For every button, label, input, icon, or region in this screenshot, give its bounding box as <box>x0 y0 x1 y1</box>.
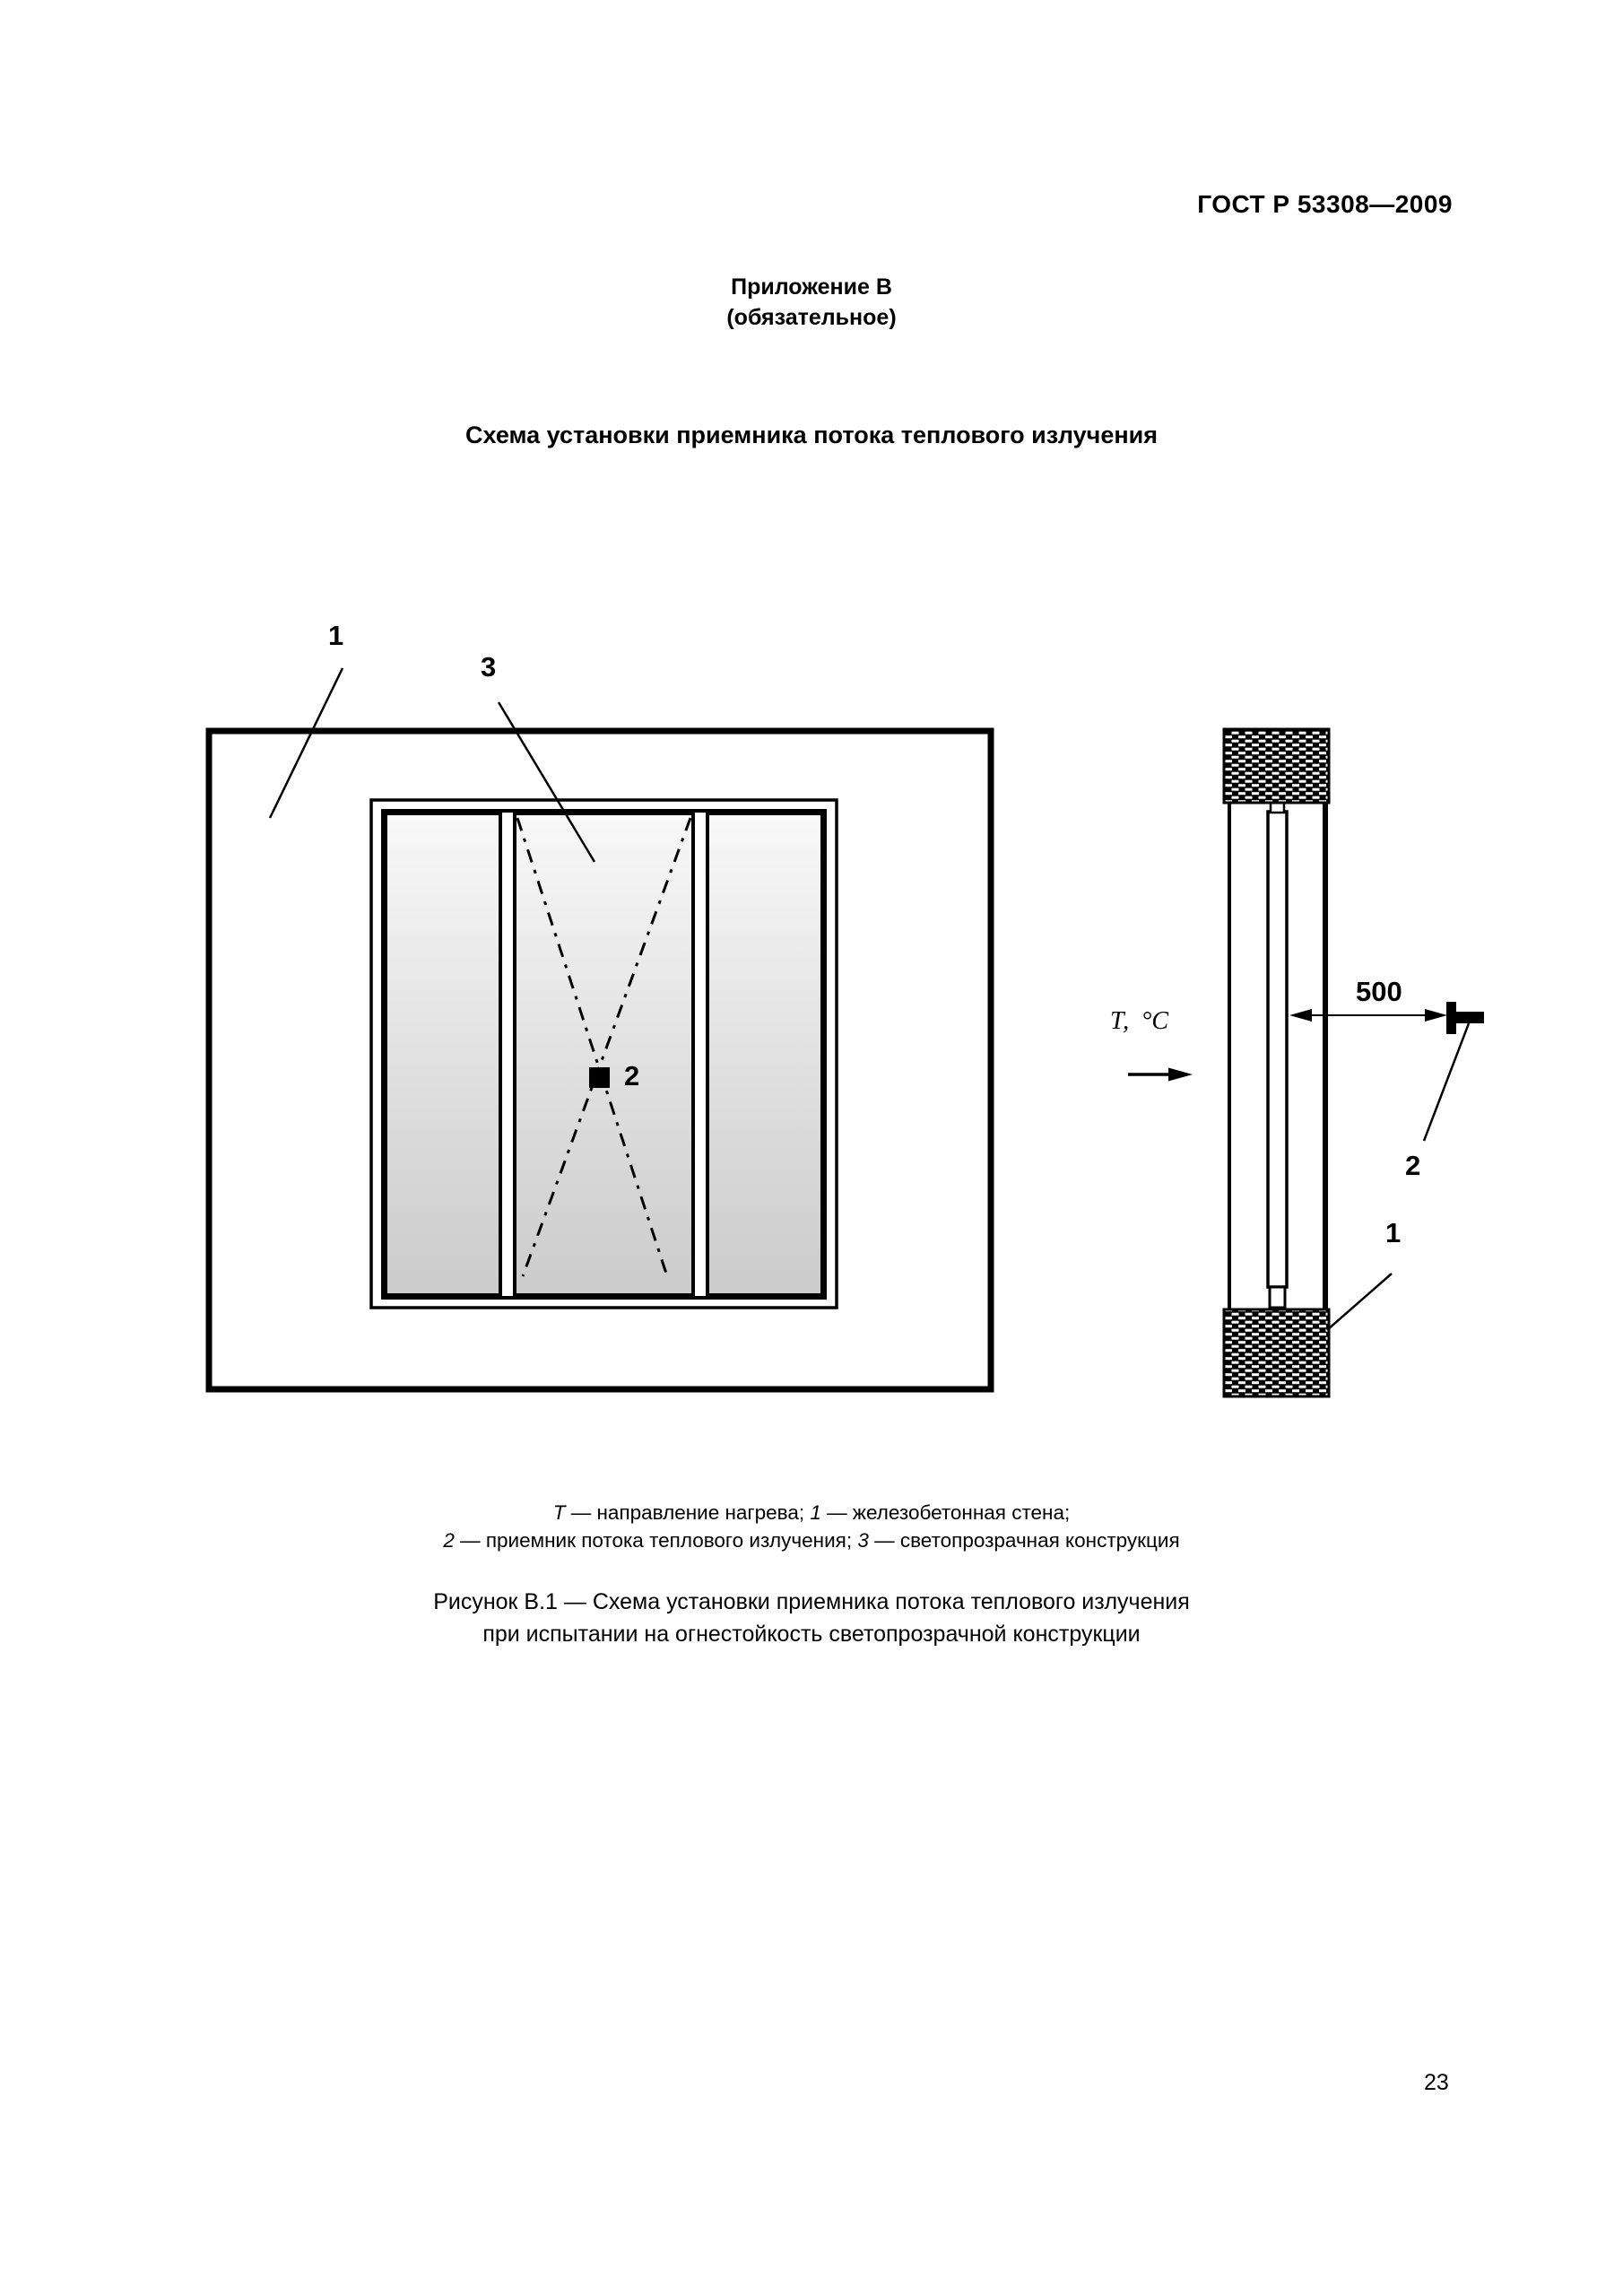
callout-wall-side: 1 <box>1385 1217 1402 1248</box>
wall-hatch-block-bottom <box>1224 1309 1329 1396</box>
legend-symbol: Т <box>552 1501 566 1524</box>
glazing-pane-side <box>1268 812 1287 1287</box>
figure-caption-line-2: при испытании на огнестойкость светопрозрачной конструкции <box>482 1622 1141 1647</box>
document-number: ГОСТ Р 53308—2009 <box>1197 190 1453 218</box>
glazing-bottom-spacer <box>1270 1287 1285 1308</box>
legend-text: — железобетонная стена; <box>820 1501 1071 1524</box>
wall-hatch-block-top <box>1224 729 1329 803</box>
page-title: Схема установки приемника потока теплового излучения <box>464 422 1159 448</box>
dimension-arrowhead-left-icon <box>1289 1009 1312 1022</box>
receiver-symbol-bar <box>1456 1012 1484 1023</box>
appendix-heading <box>0 272 1623 333</box>
callout-wall-front: 1 <box>328 620 344 651</box>
receiver-square-front <box>589 1067 610 1088</box>
legend-symbol: 3 <box>857 1529 869 1552</box>
figure-caption-line-1: Рисунок В.1 — Схема установки приемника потока теплового излучения <box>433 1589 1190 1614</box>
receiver-symbol-stem <box>1446 1002 1456 1034</box>
legend-symbol: 1 <box>810 1501 821 1524</box>
figure-legend <box>0 1499 1623 1554</box>
glass-panel-left <box>386 813 500 1295</box>
dimension-value-500: 500 <box>1356 976 1402 1007</box>
callout-receiver-front: 2 <box>624 1060 640 1091</box>
legend-text: — приемник потока теплового излучения; <box>454 1529 858 1552</box>
heat-flow-arrowhead-icon <box>1168 1068 1193 1082</box>
legend-line-1 <box>0 1499 1623 1526</box>
front-view <box>209 668 991 1389</box>
leader-line-receiver-side <box>1424 1023 1469 1141</box>
page-number: 23 <box>1424 2070 1449 2095</box>
dimension-arrowhead-right-icon <box>1425 1009 1447 1022</box>
callout-glazing: 3 <box>481 651 497 683</box>
figure-caption <box>0 1586 1623 1650</box>
legend-line-2 <box>0 1526 1623 1554</box>
legend-text: — направление нагрева; <box>565 1501 811 1524</box>
glass-panel-right <box>707 813 822 1295</box>
side-view <box>1128 729 1484 1396</box>
temperature-label: Т, °С <box>1110 1007 1169 1035</box>
legend-symbol: 2 <box>443 1529 455 1552</box>
appendix-subtitle: (обязательное) <box>726 305 897 330</box>
legend-text: — светопрозрачная конструкция <box>868 1529 1180 1552</box>
appendix-title: Приложение В <box>731 274 892 300</box>
leader-line-wall-side <box>1327 1274 1392 1330</box>
callout-receiver-side: 2 <box>1405 1150 1421 1181</box>
